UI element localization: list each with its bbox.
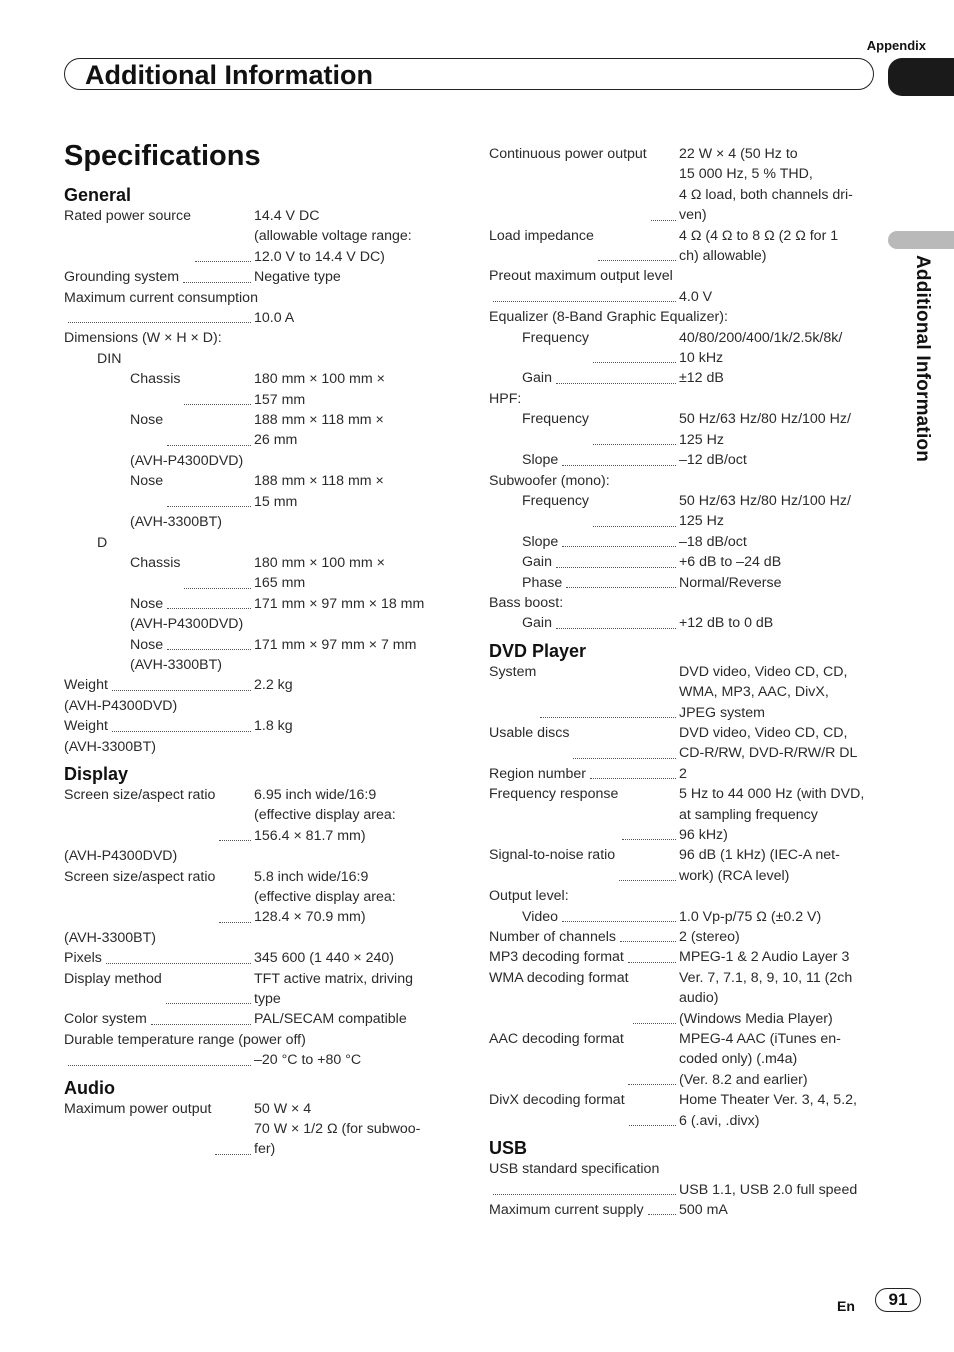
section-heading: Display: [64, 763, 129, 784]
spec-value: 96 dB (1 kHz) (IEC-A net- work) (RCA level): [679, 847, 840, 884]
spec-label-group: [522, 573, 679, 593]
dot-leader: [151, 1009, 251, 1024]
dot-leader: [112, 716, 251, 731]
spec-label-group: [489, 784, 679, 845]
spec-value: 1.0 Vp-p/75 Ω (±0.2 V): [679, 908, 822, 925]
spec-value: ±12 dB: [679, 370, 724, 387]
spec-value: –18 dB/oct: [679, 533, 747, 550]
spec-value: 180 mm × 100 mm × 165 mm: [254, 554, 385, 592]
dot-leader: [540, 662, 676, 718]
spec-label: Nose: [130, 636, 164, 653]
spec-value: Normal/Reverse: [679, 574, 782, 591]
spec-label-group: [64, 1050, 254, 1070]
spec-text: Dimensions (W × H × D):: [64, 330, 222, 347]
spec-label-group: [522, 552, 679, 572]
spec-label-group: [522, 450, 679, 470]
spec-label-group: [64, 206, 254, 267]
spec-label: Region number: [489, 765, 587, 782]
spec-row: [489, 287, 881, 307]
spec-label-group: [489, 723, 679, 764]
spec-label-group: [489, 1090, 679, 1131]
spec-row: [489, 144, 881, 226]
spec-value: 5 Hz to 44 000 Hz (with DVD, at sampling frequency 96 kHz): [679, 786, 865, 843]
spec-value: MPEG-4 AAC (iTunes en- coded only) (.m4a) (Ver. 8.2 and earlier): [679, 1031, 841, 1088]
spec-value: 40/80/200/400/1k/2.5k/8k/ 10 kHz: [679, 329, 843, 367]
spec-label: Screen size/aspect ratio: [64, 786, 216, 803]
spec-label-group: [64, 267, 254, 287]
spec-label: Continuous power output: [489, 146, 647, 162]
spec-value: 4 Ω (4 Ω to 8 Ω (2 Ω for 1 ch) allowable): [679, 227, 839, 265]
spec-text: (AVH-P4300DVD): [64, 848, 178, 865]
spec-label-group: [130, 471, 254, 512]
section-heading: General: [64, 185, 132, 205]
side-tab: [888, 231, 954, 249]
left-column: [64, 184, 454, 1160]
dot-leader: [651, 144, 676, 221]
spec-text: Maximum current consumption: [64, 289, 258, 306]
dot-leader: [620, 927, 676, 942]
spec-row: [64, 410, 454, 451]
spec-label: Frequency: [522, 492, 590, 509]
spec-label: Video: [522, 908, 559, 925]
spec-text: (AVH-P4300DVD): [64, 697, 178, 714]
spec-label: Nose: [130, 473, 164, 490]
spec-label: Slope: [522, 533, 559, 550]
dot-leader: [167, 471, 251, 507]
section-heading: DVD Player: [489, 640, 587, 661]
spec-label-group: [130, 553, 254, 594]
dot-leader: [68, 1050, 251, 1065]
spec-label: Gain: [522, 615, 552, 632]
spec-value: USB 1.1, USB 2.0 full speed: [679, 1181, 858, 1198]
spec-label: Maximum current supply: [489, 1201, 644, 1218]
spec-row: [64, 948, 454, 968]
spec-value: +12 dB to 0 dB: [679, 615, 774, 632]
spec-row: [489, 968, 881, 1029]
dot-leader: [593, 328, 676, 364]
dot-leader: [112, 675, 251, 690]
dot-leader: [166, 969, 251, 1005]
spec-row: [489, 1029, 881, 1090]
spec-row: [64, 785, 454, 846]
spec-text: (AVH-3300BT): [64, 738, 156, 755]
spec-label-group: [522, 328, 679, 369]
spec-text: Equalizer (8-Band Graphic Equalizer):: [489, 309, 728, 326]
spec-value: DVD video, Video CD, CD, CD-R/RW, DVD-R/RW/R DL: [679, 724, 858, 762]
spec-row: [489, 1200, 881, 1220]
spec-label-group: [489, 144, 679, 226]
spec-row: [489, 573, 881, 593]
spec-label-group: [130, 635, 254, 655]
spec-label: Load impedance: [489, 227, 594, 244]
spec-row: [64, 308, 454, 328]
spec-value: Ver. 7, 7.1, 8, 9, 10, 11 (2ch audio) (Windows Media Player): [679, 969, 853, 1027]
spec-label: Usable discs: [489, 724, 570, 741]
spec-text: HPF:: [489, 390, 522, 407]
spec-label: Nose: [130, 412, 164, 429]
spec-value: Home Theater Ver. 3, 4, 5.2, 6 (.avi, .divx): [679, 1092, 857, 1129]
spec-row: [489, 907, 881, 927]
spec-label-group: [64, 867, 254, 928]
section-heading: Audio: [64, 1077, 115, 1098]
dot-leader: [556, 552, 676, 567]
spec-label: WMA decoding format: [489, 969, 629, 986]
spec-label: Screen size/aspect ratio: [64, 868, 216, 885]
spec-value: 345 600 (1 440 × 240): [254, 950, 395, 967]
spec-value: 180 mm × 100 mm × 157 mm: [254, 371, 385, 408]
dot-leader: [622, 784, 676, 840]
section-heading: USB: [489, 1138, 528, 1159]
spec-value: 50 Hz/63 Hz/80 Hz/100 Hz/ 125 Hz: [679, 492, 851, 530]
dot-leader: [493, 1180, 676, 1195]
spec-row: [64, 969, 454, 1010]
spec-row: [489, 1180, 881, 1200]
spec-value: DVD video, Video CD, CD, WMA, MP3, AAC, DivX, JPEG system: [679, 663, 848, 721]
dot-leader: [556, 613, 676, 628]
spec-row: [64, 369, 454, 410]
dot-leader: [598, 226, 676, 262]
spec-row: [64, 1009, 454, 1029]
spec-label: DivX decoding format: [489, 1092, 625, 1109]
dot-leader: [648, 1200, 676, 1215]
spec-row: [489, 947, 881, 967]
spec-label: Rated power source: [64, 208, 191, 224]
spec-value: TFT active matrix, driving type: [254, 970, 413, 1008]
dot-leader: [556, 368, 676, 383]
spec-label-group: [64, 675, 254, 695]
spec-row: [489, 368, 881, 388]
spec-value: 10.0 A: [254, 310, 295, 327]
spec-label-group: [522, 613, 679, 633]
spec-value: 4.0 V: [679, 288, 713, 305]
spec-label: Frequency: [522, 329, 590, 346]
spec-value: 50 Hz/63 Hz/80 Hz/100 Hz/ 125 Hz: [679, 411, 851, 448]
spec-value: 22 W × 4 (50 Hz to 15 000 Hz, 5 % THD, 4 Ω load, both channels dri- ven): [679, 146, 853, 224]
spec-value: –12 dB/oct: [679, 452, 747, 469]
spec-row: [489, 723, 881, 764]
dot-leader: [619, 845, 676, 881]
spec-value: 14.4 V DC (allowable voltage range: 12.0 V to 14.4 V DC): [254, 208, 412, 265]
spec-label: Gain: [522, 554, 552, 571]
dot-leader: [633, 968, 676, 1024]
spec-row: [489, 409, 881, 450]
spec-value: 188 mm × 118 mm × 26 mm: [254, 412, 384, 449]
spec-value: 5.8 inch wide/16:9 (effective display area: 128.4 × 70.9 mm): [254, 868, 396, 926]
spec-text: DIN: [97, 350, 122, 367]
spec-label-group: [522, 907, 679, 927]
spec-value: MPEG-1 & 2 Audio Layer 3: [679, 949, 850, 966]
spec-text: Preout maximum output level: [489, 268, 673, 285]
spec-row: [64, 1099, 454, 1160]
spec-value: 188 mm × 118 mm × 15 mm: [254, 473, 384, 510]
spec-label-group: [64, 1009, 254, 1029]
spec-label-group: [64, 716, 254, 736]
spec-row: [64, 267, 454, 287]
spec-label-group: [489, 1200, 679, 1220]
dot-leader: [566, 573, 676, 588]
spec-label: MP3 decoding format: [489, 949, 624, 966]
spec-row: [489, 764, 881, 784]
spec-label-group: [130, 369, 254, 410]
spec-text: USB standard specification: [489, 1161, 660, 1178]
dot-leader: [629, 1090, 676, 1126]
spec-row: [489, 784, 881, 845]
spec-label: Display method: [64, 970, 162, 987]
spec-value: 1.8 kg: [254, 718, 293, 735]
spec-label-group: [489, 947, 679, 967]
spec-row: [489, 927, 881, 947]
spec-label-group: [522, 532, 679, 552]
spec-label: Slope: [522, 452, 559, 469]
dot-leader: [493, 287, 676, 302]
spec-text: (AVH-P4300DVD): [130, 452, 244, 469]
spec-label: Weight: [64, 718, 108, 735]
dot-leader: [628, 947, 676, 962]
dot-leader: [593, 409, 676, 445]
spec-label: Frequency: [522, 411, 590, 428]
spec-label-group: [489, 968, 679, 1029]
spec-value: 2 (stereo): [679, 929, 740, 946]
spec-value: PAL/SECAM compatible: [254, 1011, 407, 1028]
spec-text: (AVH-3300BT): [130, 656, 222, 673]
spec-label-group: [489, 764, 679, 784]
spec-label: Frequency response: [489, 786, 619, 803]
spec-label-group: [130, 594, 254, 614]
section-tab: [888, 58, 954, 96]
dot-leader: [195, 206, 251, 262]
spec-label-group: [489, 662, 679, 723]
spec-label: Nose: [130, 595, 164, 612]
spec-value: 2.2 kg: [254, 677, 293, 694]
spec-row: [489, 1090, 881, 1131]
spec-row: [489, 552, 881, 572]
spec-label: Chassis: [130, 554, 181, 571]
spec-row: [64, 471, 454, 512]
spec-label-group: [522, 491, 679, 532]
spec-row: [489, 845, 881, 886]
spec-text: Output level:: [489, 888, 569, 905]
spec-row: [64, 675, 454, 695]
spec-text: (AVH-P4300DVD): [130, 616, 244, 633]
right-column: [489, 144, 881, 1220]
spec-value: –20 °C to +80 °C: [254, 1052, 362, 1069]
spec-row: [489, 328, 881, 369]
dot-leader: [562, 907, 676, 922]
spec-label: Weight: [64, 677, 108, 694]
spec-label-group: [489, 287, 679, 307]
spec-label: Phase: [522, 574, 563, 591]
dot-leader: [573, 723, 676, 759]
language-code: En: [837, 1298, 855, 1314]
spec-value: 50 W × 4 70 W × 1/2 Ω (for subwoo- fer): [254, 1100, 421, 1158]
spec-value: 6.95 inch wide/16:9 (effective display area: 156.4 × 81.7 mm): [254, 786, 396, 844]
spec-label: Color system: [64, 1011, 147, 1028]
spec-label: Number of channels: [489, 929, 616, 946]
side-section-label: Additional Information: [912, 255, 933, 463]
spec-row: [64, 867, 454, 928]
spec-label: Maximum power output: [64, 1100, 212, 1117]
spec-row: [64, 635, 454, 655]
spec-label: Chassis: [130, 371, 181, 388]
spec-value: 500 mA: [679, 1201, 728, 1218]
dot-leader: [590, 764, 676, 779]
spec-value: 2: [679, 765, 687, 782]
spec-text: Subwoofer (mono):: [489, 472, 610, 489]
dot-leader: [183, 267, 251, 282]
spec-row: [489, 613, 881, 633]
spec-label: Pixels: [64, 950, 102, 967]
spec-row: [489, 491, 881, 532]
spec-row: [64, 553, 454, 594]
spec-row: [489, 226, 881, 267]
spec-label-group: [489, 845, 679, 886]
spec-label-group: [64, 1099, 254, 1160]
page-number: 91: [875, 1288, 921, 1312]
dot-leader: [184, 553, 251, 589]
spec-label-group: [489, 226, 679, 267]
dot-leader: [184, 369, 251, 405]
spec-label: Gain: [522, 370, 552, 387]
dot-leader: [167, 594, 251, 609]
dot-leader: [215, 1099, 251, 1155]
spec-row: [64, 206, 454, 267]
dot-leader: [219, 867, 251, 923]
section-title: Additional Information: [85, 60, 373, 90]
dot-leader: [106, 948, 251, 963]
spec-label: Signal-to-noise ratio: [489, 847, 616, 864]
spec-text: (AVH-3300BT): [64, 929, 156, 946]
dot-leader: [68, 308, 251, 323]
spec-row: [489, 662, 881, 723]
spec-label: AAC decoding format: [489, 1031, 624, 1048]
spec-label-group: [522, 368, 679, 388]
spec-row: [489, 450, 881, 470]
dot-leader: [219, 785, 251, 841]
spec-row: [64, 1050, 454, 1070]
spec-value: 171 mm × 97 mm × 18 mm: [254, 595, 425, 612]
page-title: Specifications: [64, 140, 261, 172]
spec-text: Durable temperature range (power off): [64, 1031, 306, 1048]
spec-label-group: [489, 1180, 679, 1200]
spec-value: Negative type: [254, 269, 341, 286]
dot-leader: [628, 1029, 676, 1085]
spec-text: Bass boost:: [489, 594, 564, 611]
spec-row: [64, 594, 454, 614]
spec-label-group: [130, 410, 254, 451]
dot-leader: [562, 532, 676, 547]
spec-label-group: [64, 308, 254, 328]
spec-label-group: [64, 785, 254, 846]
appendix-label: Appendix: [866, 38, 926, 53]
spec-label-group: [64, 948, 254, 968]
dot-leader: [167, 410, 251, 446]
spec-label: Grounding system: [64, 269, 180, 286]
spec-text: (AVH-3300BT): [130, 514, 222, 531]
spec-label-group: [489, 927, 679, 947]
spec-value: +6 dB to –24 dB: [679, 554, 782, 571]
spec-value: 171 mm × 97 mm × 7 mm: [254, 636, 417, 653]
section-header-bar: [64, 58, 874, 90]
spec-row: [489, 532, 881, 552]
spec-text: D: [97, 534, 108, 551]
dot-leader: [593, 491, 676, 527]
spec-label-group: [489, 1029, 679, 1090]
spec-label-group: [522, 409, 679, 450]
spec-label-group: [64, 969, 254, 1010]
dot-leader: [167, 635, 251, 650]
dot-leader: [562, 450, 676, 465]
spec-label: System: [489, 663, 537, 680]
spec-row: [64, 716, 454, 736]
